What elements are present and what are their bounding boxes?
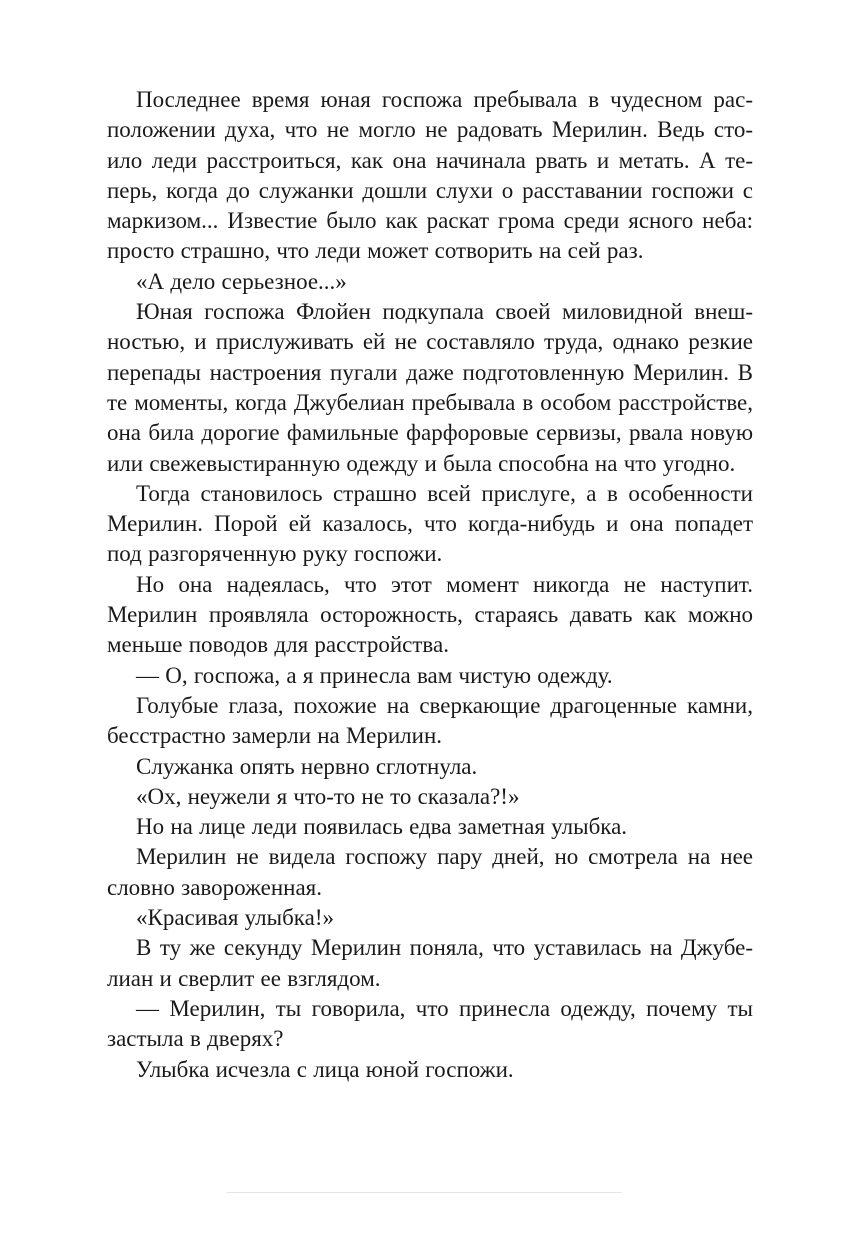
paragraph-13: В ту же секунду Мерилин поняла, что уставилась на Джубелиан и сверлит ее взглядом. bbox=[107, 935, 753, 991]
paragraph-10: Но на лице леди появилась едва заметная улыбка. bbox=[136, 814, 628, 840]
paragraph-9: «Ох, неужели я что-то не то сказала?!» bbox=[136, 783, 520, 809]
paragraph-4: Тогда становилось страшно всей прислуге, а в особенности Мерилин. Порой ей казалось, что когда-нибудь и она попадет под разгоряченную руку госпожи. bbox=[107, 480, 753, 567]
paragraph-6: — О, госпожа, а я принесла вам чистую одежду. bbox=[136, 662, 613, 688]
paragraph-11: Мерилин не видела госпожу пару дней, но смотрела на нее словно завороженная. bbox=[107, 844, 753, 900]
paragraph-2: «А дело серьезное...» bbox=[136, 268, 347, 294]
paragraph-5: Но она надеялась, что этот момент никогда не наступит. Мерилин проявляла осторожность, стараясь давать как можно меньше поводов для расстройства. bbox=[107, 571, 753, 658]
paragraph-1: Последнее время юная госпожа пребывала в чудесном расположении духа, что не могло не радовать Мерилин. Ведь стоило леди расстроиться, как она начинала рвать и метать. А теперь, когда до служанки дошли слухи о расставании госпожи с маркизом... Известие было как раскат грома среди ясного неба: просто страшно, что леди может сотворить на сей раз. bbox=[107, 87, 753, 264]
paragraph-8: Служанка опять нервно сглотнула. bbox=[136, 753, 478, 779]
footer-divider bbox=[227, 1192, 622, 1193]
paragraph-7: Голубые глаза, похожие на сверкающие драгоценные камни, бесстрастно замерли на Мерилин. bbox=[107, 692, 753, 749]
paragraph-12: «Красивая улыбка!» bbox=[136, 905, 334, 931]
paragraph-3: Юная госпожа Флойен подкупала своей миловидной внешностью, и прислуживать ей не составляло труда, однако резкие перепады настроения пугали даже подготовленную Мерилин. В те моменты, когда Джубелиан пребывала в особом расстройстве, она била дорогие фамильные фарфоровые сервизы, рвала новую или свежевыстиранную одежду и была способна на что угодно. bbox=[107, 299, 753, 476]
paragraph-14: — Мерилин, ты говорила, что принесла одежду, почему ты застыла в дверях? bbox=[107, 995, 753, 1052]
paragraph-15: Улыбка исчезла с лица юной госпожи. bbox=[136, 1056, 514, 1082]
book-page-text bbox=[107, 85, 753, 1085]
